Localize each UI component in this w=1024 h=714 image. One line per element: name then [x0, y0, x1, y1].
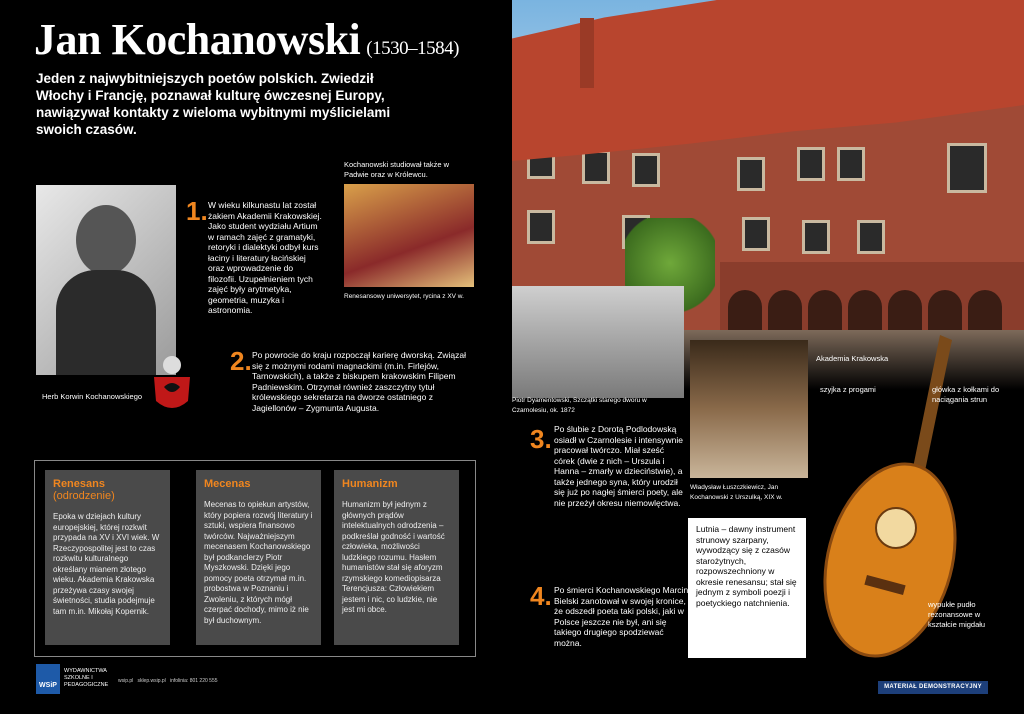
portrait-engraving — [36, 185, 176, 375]
item-number: 3. — [530, 424, 552, 454]
lead-text: Jeden z najwybitniejszych poetów polskich. Zwiedził Włochy i Francję, poznawał kulturę ówczesnej Europy, nawiązywał kontakty z wieloma wybitnymi myślicielami swoich czasów. — [36, 71, 391, 137]
university-woodcut — [344, 184, 474, 287]
caption-szyjka: szyjka z progami — [820, 385, 876, 394]
box-text: Mecenas to opiekun artystów, który popiera rozwój literatury i sztuki, wspiera finansowo twórców. Najważniejszym mecenasem Kochanowskiego był podkanclerzy Piotr Myszkowski. Dzięki jego pomocy poeta otrzymał m.in. probostwa w Poznaniu i Zwoleniu, z których mógł czerpać dochody, mimo iż nie był duchownym. — [204, 500, 313, 625]
czarnolas-drawing — [512, 286, 684, 398]
item-number: 1. — [186, 196, 208, 226]
box-mecenas — [196, 470, 321, 645]
item-text: W wieku kilkunastu lat został żakiem Akademii Krakowskiej. Jako student wydziału Artium w ramach zajęć z gramatyki, retoryki i dialektyki odbył kurs łaciny i literatury łacińskiej oraz wprowadzenie do filozofii. Uzupełnieniem tych zajęć były arytmetyka, geometria, muzyka i astronomia. — [208, 200, 322, 315]
footer-links[interactable]: wsip.pl sklep.wsip.pl infolinia: 801 220 555 — [118, 678, 218, 684]
lutnia-note: Lutnia – dawny instrument strunowy szarpany, wywodzący się z czasów starożytnych, rozpowszechniony w okresie renesansu; stał się jednym z symboli poezji i poetyckiego natchnienia. — [688, 518, 806, 658]
caption-malarz: Władysław Łuszczkiewicz, Jan Kochanowski z Urszulką, XIX w. — [690, 484, 783, 501]
item-number: 2. — [230, 346, 252, 376]
caption-akademia: Akademia Krakowska — [816, 354, 889, 363]
box-text: Epoka w dziejach kultury europejskiej, której rozkwit przypada na XV i XVI wiek. W Rzeczypospolitej jest to czas rozkwitu kulturalnego określany mianem złotego wieku. Akademia Krakowska przeżywa czasy swojej świetności, studia podejmuje tam m.in. Mikołaj Kopernik. — [53, 512, 160, 616]
caption-herb: Herb Korwin Kochanowskiego — [42, 392, 143, 401]
wsip-logo[interactable]: WSiP — [36, 664, 60, 694]
box-humanizm — [334, 470, 459, 645]
box-heading: Renesans — [53, 478, 105, 490]
box-heading: Humanizm — [342, 478, 398, 490]
caption-czarnolas: Piotr Dyamentowski, Szczątki starego dworu w Czarnolesiu, ok. 1872 — [512, 397, 647, 414]
item-text: Po śmierci Kochanowskiego Marcin Bielski zanotował w swojej kronice, że odszedł poeta taki polski, jaki w Polsce jeszcze nie był, ani się takiego drugiego spodziewać można. — [554, 585, 689, 648]
caption-glowka: główka z kołkami do naciągania strun — [932, 385, 1000, 404]
publisher-name: WYDAWNICTWA SZKOLNE I PEDAGOGICZNE — [64, 668, 109, 688]
item-text: Po ślubie z Dorotą Podlodowską osiadł w Czarnolesie i intensywnie pracował twórczo. Miał sześć córek (dwie z nich – Urszula i Hanna – zmarły w dzieciństwie), a także jednego syna, który urodził się już po nagłej śmierci poety, ale nie przeżył okresu niemowlęctwa. — [554, 424, 683, 508]
caption-padwa: Kochanowski studiował także w Padwie oraz w Królewcu. — [344, 160, 450, 179]
item-number: 4. — [530, 581, 552, 611]
item-text: Po powrocie do kraju rozpoczął karierę dworską. Związał się z możnymi rodami magnackimi (m.in. Firlejów, Tarnowskich), a także z biskupem krakowskim Filipem Padniewskim. Otrzymał również zaszczytny tytuł królewskiego sekretarza na dworze ostatniego z Jagiellonów – Zygmunta Augusta. — [252, 350, 467, 413]
caption-uniwersytet: Renesansowy uniwersytet, rycina z XV w. — [344, 293, 464, 300]
box-subheading: (odrodzenie) — [53, 490, 115, 502]
box-heading: Mecenas — [204, 478, 251, 490]
demo-badge: MATERIAŁ DEMONSTRACYJNY — [878, 681, 988, 694]
chimney — [580, 18, 594, 88]
box-renesans — [45, 470, 170, 645]
box-text: Humanizm był jednym z głównych prądów intelektualnych odrodzenia – podkreślał godność i wartość człowieka, możliwości ludzkiego rozumu. Hasłem humanistów stał się aforyzm rzymskiego komediopisarza Terencjusza: Człowiekiem jestem i nic, co ludzkie, nie jest mi obce. — [342, 500, 445, 614]
coat-of-arms — [150, 355, 194, 417]
page-title: Jan Kochanowski (1530–1584) — [34, 15, 459, 64]
lukaszkiewicz-painting — [690, 340, 808, 478]
caption-pudlo: wypukłe pudło rezonansowe w kształcie migdału — [928, 600, 986, 629]
